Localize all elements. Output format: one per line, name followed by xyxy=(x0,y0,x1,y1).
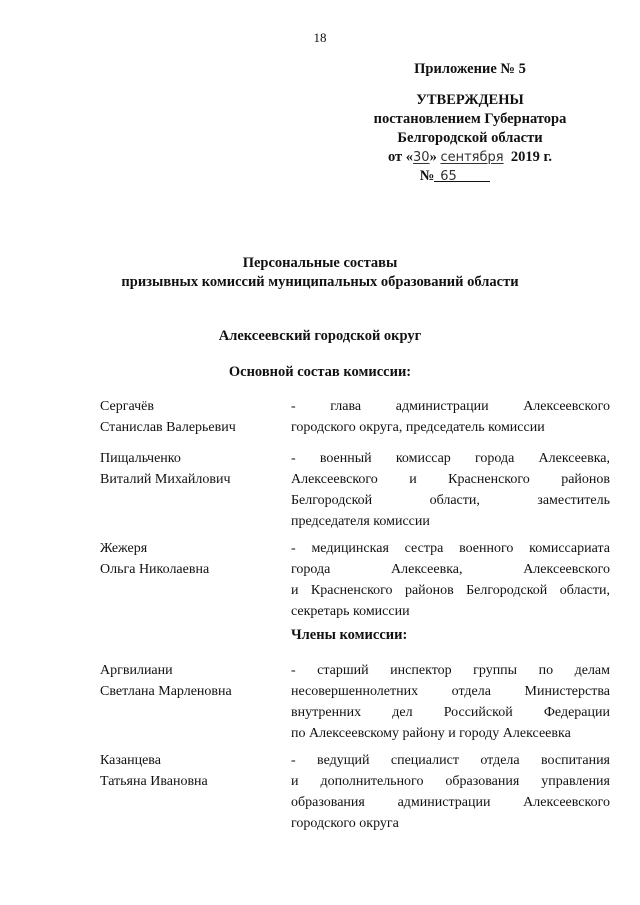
role-line: городского округа xyxy=(291,816,399,831)
role-line: Алексеевского и Красненского районов xyxy=(291,472,610,487)
role-line: образования администрации Алексеевского xyxy=(291,795,610,810)
date-day: 30 xyxy=(413,150,430,165)
role-line: - медицинская сестра военного комиссариата xyxy=(291,541,610,556)
date-year: 2019 г. xyxy=(510,149,553,165)
role-line: Белгородской области, заместитель xyxy=(291,493,610,508)
member-name xyxy=(100,538,285,580)
document-title-line-1: Персональные составы xyxy=(242,255,398,271)
member-role xyxy=(291,538,610,622)
role-line: - ведущий специалист отдела воспитания xyxy=(291,753,610,768)
document-title-line-2: призывных комиссий муниципальных образований области xyxy=(121,274,519,290)
appendix-label: Приложение № 5 xyxy=(414,61,526,77)
role-line: и дополнительного образования управления xyxy=(291,774,610,789)
district-heading: Алексеевский городской округ xyxy=(218,328,422,344)
approved-by-line-1: постановлением Губернатора xyxy=(373,111,567,127)
role-line: внутренних дел Российской Федерации xyxy=(291,705,610,720)
role-line: председателя комиссии xyxy=(291,514,430,529)
member-given-names: Ольга Николаевна xyxy=(100,562,210,577)
approved-by-line-2: Белгородской области xyxy=(397,130,543,146)
main-composition-heading: Основной состав комиссии: xyxy=(228,364,412,380)
date-prefix: от « xyxy=(387,149,414,165)
role-line: города Алексеевка, Алексеевского xyxy=(291,562,610,577)
member-name xyxy=(100,660,285,702)
member-surname: Аргвилиани xyxy=(100,663,173,678)
member-name xyxy=(100,448,285,490)
member-given-names: Виталий Михайлович xyxy=(100,472,231,487)
role-line: - старший инспектор группы по делам xyxy=(291,663,610,678)
role-line: - военный комиссар города Алексеевка, xyxy=(291,451,610,466)
approval-date xyxy=(330,148,610,167)
approval-block xyxy=(330,60,610,186)
member-given-names: Станислав Валерьевич xyxy=(100,420,236,435)
role-line: секретарь комиссии xyxy=(291,604,410,619)
approved-heading: УТВЕРЖДЕНЫ xyxy=(416,92,524,108)
member-role xyxy=(291,448,610,532)
number-prefix: № xyxy=(419,168,435,184)
role-line: по Алексеевскому району и городу Алексеевка xyxy=(291,726,571,741)
member-role xyxy=(291,750,610,834)
member-name xyxy=(100,396,285,438)
member-role xyxy=(291,660,610,744)
date-mid: » xyxy=(429,149,437,165)
number-value: 65 xyxy=(440,169,457,184)
approval-number xyxy=(300,167,610,186)
date-month: сентября xyxy=(440,150,504,165)
members-heading: Члены комиссии: xyxy=(291,627,408,643)
role-line: городского округа, председатель комиссии xyxy=(291,420,545,435)
member-surname: Жежеря xyxy=(100,541,148,556)
member-given-names: Татьяна Ивановна xyxy=(100,774,208,789)
number-field xyxy=(434,167,490,182)
role-line: - глава администрации Алексеевского xyxy=(291,399,610,414)
role-line: и Красненского районов Белгородской области, xyxy=(291,583,610,598)
role-line: несовершеннолетних отдела Министерства xyxy=(291,684,610,699)
member-given-names: Светлана Марленовна xyxy=(100,684,232,699)
member-name xyxy=(100,750,285,792)
member-surname: Сергачёв xyxy=(100,399,154,414)
member-role xyxy=(291,396,610,438)
page-number: 18 xyxy=(313,30,327,45)
member-surname: Казанцева xyxy=(100,753,161,768)
document-title xyxy=(0,254,640,292)
member-surname: Пищальченко xyxy=(100,451,181,466)
